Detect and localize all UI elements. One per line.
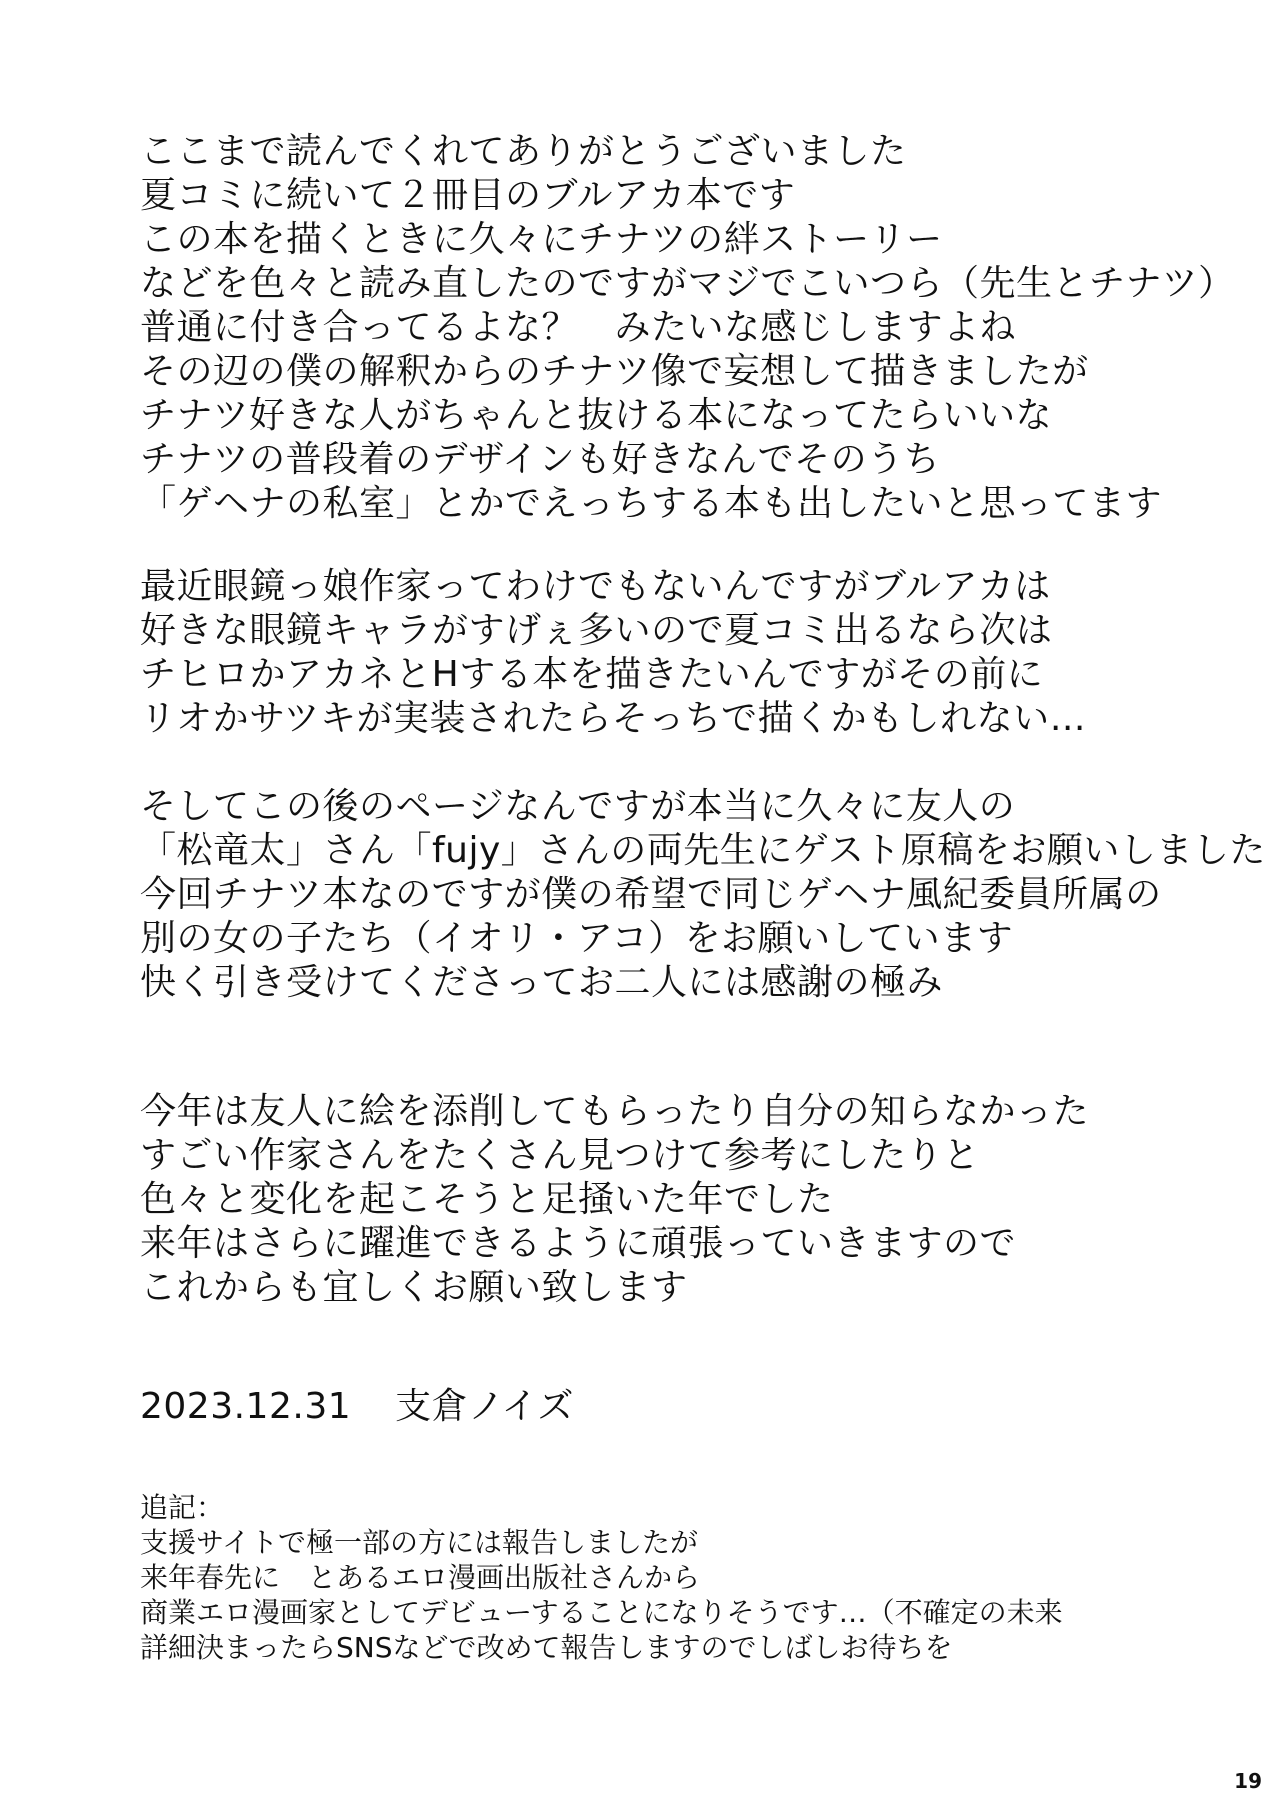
afterword-paragraph-1 [140,130,1235,526]
text-line: 今回チナツ本なのですが僕の希望で同じゲヘナ風紀委員所属の [140,874,1162,915]
text-line: 快く引き受けてくださってお二人には感謝の極み [140,962,944,1003]
text-line: チナツの普段着のデザインも好きなんでそのうち [140,439,941,480]
text-line: 最近眼鏡っ娘作家ってわけでもないんですがブルアカは [140,566,1051,607]
text-line: この本を描くときに久々にチナツの絆ストーリー [140,219,943,260]
text-line: 色々と変化を起こそうと足掻いた年でした [140,1179,834,1220]
postscript-heading: 追記： [140,1491,225,1524]
signature [140,1385,574,1429]
text-line: チナツ好きな人がちゃんと抜ける本になってたらいいな [140,395,1053,436]
text-line: 普通に付き合ってるよな？ みたいな感じしますよね [140,307,1017,348]
signature-author: 支倉ノイズ [395,1386,575,1427]
text-line: 好きな眼鏡キャラがすげぇ多いので夏コミ出るなら次は [140,610,1053,651]
text-line: チヒロかアカネとHする本を描きたいんですがその前に [140,654,1044,695]
text-line: すごい作家さんをたくさん見つけて参考にしたりと [140,1135,980,1176]
text-line: リオかサツキが実装されたらそっちで描くかもしれない… [140,698,1087,739]
text-line: などを色々と読み直したのですがマジでこいつら（先生とチナツ） [140,263,1235,304]
text-line: そしてこの後のページなんですが本当に久々に友人の [140,786,1016,827]
signature-date: 2023.12.31 [140,1386,352,1427]
afterword-paragraph-4 [140,1090,1089,1310]
text-line: 「松竜太」さん「fujy」さんの両先生にゲスト原稿をお願いしました [140,830,1266,871]
text-line: ここまで読んでくれてありがとうございました [140,131,907,172]
page-number: 19 [1234,1769,1262,1793]
text-line: その辺の僕の解釈からのチナツ像で妄想して描きましたが [140,351,1089,392]
postscript-line: 商業エロ漫画家としてデビューすることになりそうです…（不確定の未来 [140,1596,1063,1629]
text-line: 夏コミに続いて２冊目のブルアカ本です [140,175,796,216]
text-line: これからも宜しくお願い致します [140,1267,688,1308]
text-line: 「ゲヘナの私室」とかでえっちする本も出したいと思ってます [140,483,1163,524]
postscript-line: 支援サイトで極一部の方には報告しましたが [140,1526,699,1559]
afterword-paragraph-3 [140,785,1266,1005]
postscript [140,1490,1063,1665]
text-line: 今年は友人に絵を添削してもらったり自分の知らなかった [140,1091,1090,1132]
postscript-line: 来年春先に とあるエロ漫画出版社さんから [140,1561,701,1594]
text-line: 別の女の子たち（イオリ・アコ）をお願いしています [140,918,1014,959]
afterword-paragraph-2 [140,565,1086,741]
postscript-line: 詳細決まったらSNSなどで改めて報告しますのでしばしお待ちを [140,1631,953,1664]
text-line: 来年はさらに躍進できるように頑張っていきますので [140,1223,1017,1264]
